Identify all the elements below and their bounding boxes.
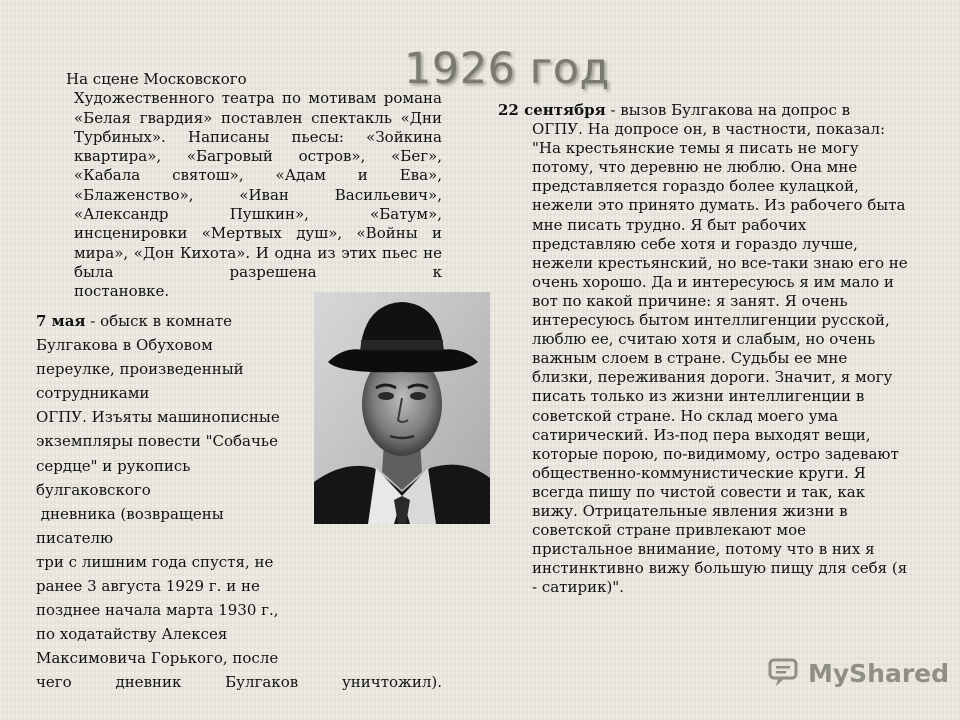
date-label: 7 мая <box>36 312 86 330</box>
text-word: Булгаков <box>225 673 299 692</box>
text-block-interrogation <box>498 101 908 597</box>
text-line: сотрудниками <box>36 384 150 403</box>
text-line: ранее 3 августа 1929 г. и не <box>36 577 260 596</box>
date-label: 22 сентября <box>498 101 606 119</box>
text-line: На сцене Московского <box>66 70 247 88</box>
text-word: дневник <box>115 673 182 692</box>
text-line: сердце" и рукопись <box>36 456 191 475</box>
text-line <box>498 101 850 119</box>
slide-title: 1926 год <box>404 44 610 94</box>
text-word: уничтожил). <box>341 673 442 692</box>
text-line: Булгакова в Обуховом <box>36 336 213 355</box>
text-line: переулке, произведенный <box>36 360 244 379</box>
text-fragment: - вызов Булгакова на допрос в <box>605 101 851 119</box>
speech-bubble-icon <box>768 658 802 688</box>
text-paragraph <box>66 89 442 301</box>
portrait-illustration <box>314 292 490 524</box>
text-line-justified <box>36 670 442 694</box>
portrait-photo <box>314 292 490 524</box>
text-line: экземпляры повести "Собачье <box>36 432 278 451</box>
text-line: позднее начала марта 1930 г., <box>36 601 279 620</box>
watermark-text: MyShared <box>808 658 950 688</box>
text-line: три с лишним года спустя, не <box>36 552 274 571</box>
text-line: Максимовича Горького, после <box>36 649 279 668</box>
text-block-theatre <box>66 70 442 302</box>
text-line: по ходатайству Алексея <box>36 625 228 644</box>
text-line: писателю <box>36 528 114 547</box>
text-line: дневника (возвращены <box>36 504 224 523</box>
text-body: Художественного театра по мотивам романа «Белая гвардия» поставлен спектакль «Дни Турбиных». Написаны пьесы: «Зойкина квартира», «Багровый остров», «Бег», «Кабала святош», «Адам и Ева», «Блаженство», «Иван Васильевич», «Александр Пушкин», «Батум», инсценировки «Мертвых душ», «Войны и мира», «Дон Кихота». И одна из этих пьес не была разрешена к <box>74 89 442 281</box>
text-fragment: - обыск в комнате <box>85 312 233 330</box>
text-line: постановке. <box>74 282 170 301</box>
text-line: ОГПУ. Изъяты машинописные <box>36 408 280 427</box>
watermark <box>768 656 949 690</box>
text-word: чего <box>36 673 72 692</box>
text-body: ОГПУ. На допросе он, в частности, показал: "На крестьянские темы я писать не могу потому, что деревню не люблю. Она мне представляется гораздо более кулацкой, нежели это принято думать. Из рабочего быта мне писать трудно. Я быт рабочих представляю себе хотя и гораздо лучше, нежели крестьянский, но все-таки знаю его не очень хорошо. Да и интересуюсь я им мало и вот по какой причине: я занят. Я очень интересуюсь бытом интеллигенции русской, люблю ее, считаю хотя и слабым, но очень важным слоем в стране. Судьбы ее мне близки, переживания дороги. Значит, я могу писать только из жизни интеллигенции в советской стране. Но склад моего ума сатирический. Из-под пера выходят вещи, которые порою, по-видимому, остро задевают общественно-коммунистические круги. Я всегда пишу по чистой совести и так, как вижу. Отрицательные явления жизни в советской стране привлекают мое пристальное внимание, потому что в них я инстинктивно вижу большую пищу для себя (я - сатирик)". <box>532 120 908 597</box>
text-line: булгаковского <box>36 480 151 499</box>
